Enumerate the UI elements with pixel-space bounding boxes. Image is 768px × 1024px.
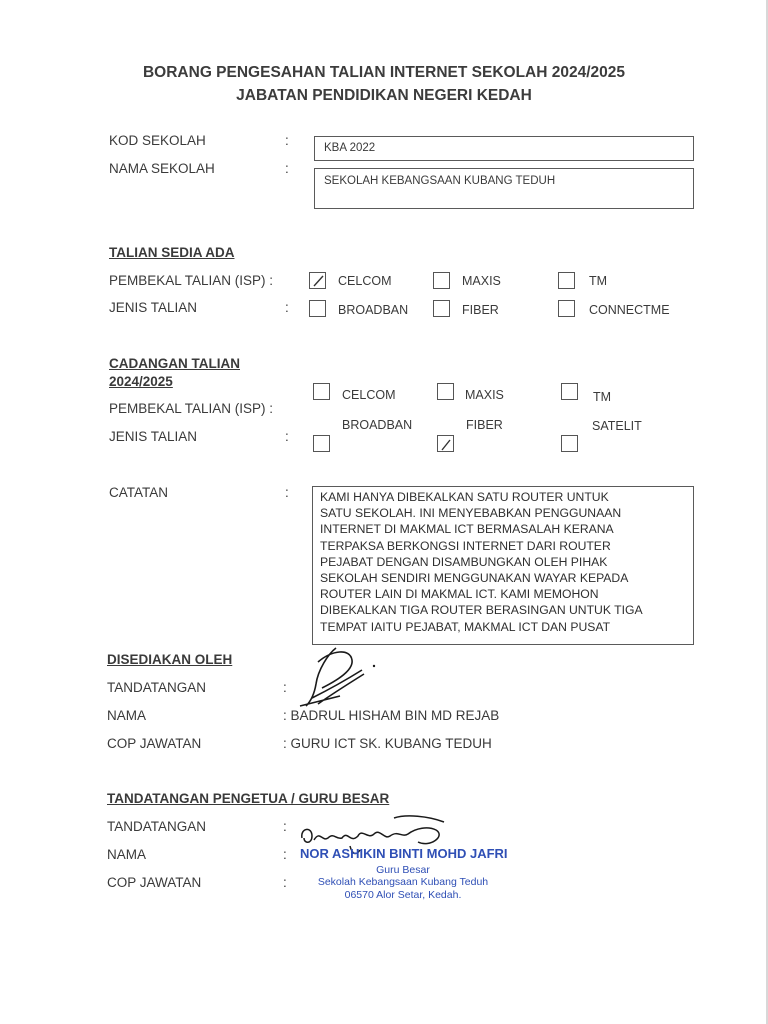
cop-jawatan-label: COP JAWATAN xyxy=(107,875,202,890)
tandatangan-label: TANDATANGAN xyxy=(107,819,207,834)
nama-label: NAMA xyxy=(107,847,147,862)
tandatangan-label: TANDATANGAN xyxy=(107,680,207,695)
colon: : xyxy=(285,161,289,176)
form-title: BORANG PENGESAHAN TALIAN INTERNET SEKOLAH 2024/2025 xyxy=(142,64,626,81)
option-label: MAXIS xyxy=(462,274,501,288)
colon: : xyxy=(283,875,287,890)
catatan-line: ROUTER LAIN DI MAKMAL ICT. KAMI MEMOHON xyxy=(320,587,599,602)
section-talian-sedia-ada: TALIAN SEDIA ADA xyxy=(109,245,235,260)
section-disediakan-oleh: DISEDIAKAN OLEH xyxy=(107,652,233,667)
catatan-line: SATU SEKOLAH. INI MENYEBABKAN PENGGUNAAN xyxy=(320,506,622,521)
checkbox-tm-existing[interactable] xyxy=(558,272,575,289)
checkbox-broadban-existing[interactable] xyxy=(309,300,326,317)
checkbox-maxis-proposed[interactable] xyxy=(437,383,454,400)
colon: : xyxy=(285,429,289,444)
isp-label: PEMBEKAL TALIAN (ISP) : xyxy=(109,273,274,288)
checkbox-broadban-proposed[interactable] xyxy=(313,435,330,452)
stamp-name: NOR ASHIKIN BINTI MOHD JAFRI xyxy=(300,846,508,861)
checkbox-celcom-existing[interactable] xyxy=(309,272,326,289)
checkbox-fiber-existing[interactable] xyxy=(433,300,450,317)
catatan-label: CATATAN xyxy=(109,485,168,500)
checkbox-fiber-proposed[interactable] xyxy=(437,435,454,452)
section-cadangan-talian: CADANGAN TALIAN xyxy=(109,356,240,371)
catatan-line: SEKOLAH SENDIRI MENGGUNAKAN WAYAR KEPADA xyxy=(320,571,629,586)
option-label: CELCOM xyxy=(338,274,392,288)
jenis-talian-label: JENIS TALIAN xyxy=(109,300,198,315)
stamp-address: 06570 Alor Setar, Kedah. xyxy=(344,889,462,901)
catatan-line: TEMPAT IAITU PEJABAT, MAKMAL ICT DAN PUSAT xyxy=(320,619,611,634)
catatan-line: KAMI HANYA DIBEKALKAN SATU ROUTER UNTUK xyxy=(320,490,609,504)
catatan-line: PEJABAT DENGAN DISAMBUNGKAN OLEH PIHAK xyxy=(320,554,608,569)
kod-sekolah-value: KBA 2022 xyxy=(324,142,376,154)
colon: : xyxy=(283,847,287,862)
section-cadangan-year: 2024/2025 xyxy=(109,374,173,389)
option-label: CELCOM xyxy=(342,388,396,402)
option-label: FIBER xyxy=(462,303,499,317)
cop-jawatan-value: : GURU ICT SK. KUBANG TEDUH xyxy=(283,736,492,751)
nama-sekolah-value: SEKOLAH KEBANGSAAN KUBANG TEDUH xyxy=(324,175,556,187)
check-mark-icon xyxy=(310,273,327,290)
option-label: BROADBAN xyxy=(338,303,409,317)
colon: : xyxy=(285,485,289,500)
colon: : xyxy=(285,300,289,315)
option-label: SATELIT xyxy=(592,419,642,433)
kod-sekolah-field[interactable] xyxy=(314,136,694,161)
checkbox-satelit-proposed[interactable] xyxy=(561,435,578,452)
option-label: TM xyxy=(589,274,608,288)
colon: : xyxy=(283,819,287,834)
isp-label: PEMBEKAL TALIAN (ISP) : xyxy=(109,401,274,416)
colon: : xyxy=(283,680,287,695)
form-subtitle: JABATAN PENDIDIKAN NEGERI KEDAH xyxy=(236,87,532,104)
checkbox-celcom-proposed[interactable] xyxy=(313,383,330,400)
checkbox-connectme-existing[interactable] xyxy=(558,300,575,317)
signature-image xyxy=(288,640,388,712)
catatan-line: TERPAKSA BERKONGSI INTERNET DARI ROUTER xyxy=(320,538,611,553)
option-label: BROADBAN xyxy=(342,418,413,432)
check-mark-icon xyxy=(438,436,455,453)
nama-sekolah-field[interactable] xyxy=(314,168,694,209)
stamp-title: Guru Besar xyxy=(376,864,430,876)
checkbox-maxis-existing[interactable] xyxy=(433,272,450,289)
cop-jawatan-label: COP JAWATAN xyxy=(107,736,202,751)
nama-value: : BADRUL HISHAM BIN MD REJAB xyxy=(283,708,500,723)
option-label: TM xyxy=(593,390,612,404)
catatan-line: INTERNET DI MAKMAL ICT BERMASALAH KERANA xyxy=(320,522,614,537)
nama-sekolah-label: NAMA SEKOLAH xyxy=(109,161,215,176)
option-label: CONNECTME xyxy=(589,303,670,317)
jenis-talian-label: JENIS TALIAN xyxy=(109,429,198,444)
section-tandatangan-pengetua: TANDATANGAN PENGETUA / GURU BESAR xyxy=(107,791,390,806)
nama-label: NAMA xyxy=(107,708,147,723)
colon: : xyxy=(285,133,289,148)
catatan-text xyxy=(320,489,643,635)
option-label: MAXIS xyxy=(465,388,504,402)
kod-sekolah-label: KOD SEKOLAH xyxy=(109,133,206,148)
catatan-line: DIBEKALKAN TIGA ROUTER BERASINGAN UNTUK TIGA xyxy=(320,603,643,618)
stamp-school: Sekolah Kebangsaan Kubang Teduh xyxy=(317,876,489,888)
option-label: FIBER xyxy=(466,418,503,432)
checkbox-tm-proposed[interactable] xyxy=(561,383,578,400)
